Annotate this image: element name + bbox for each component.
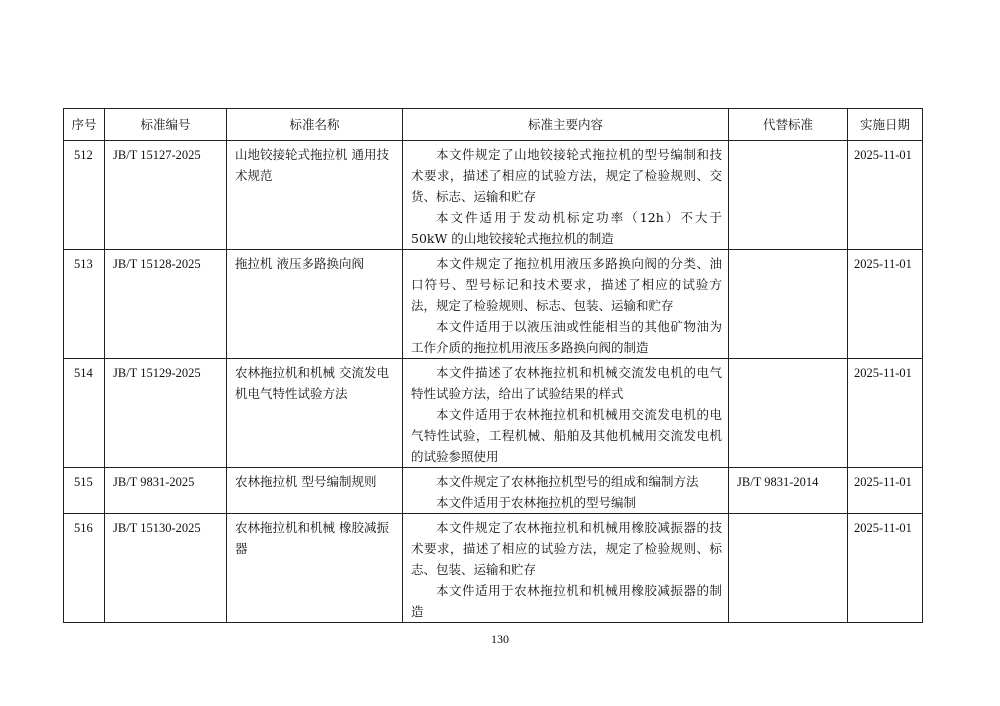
row-no: 513 bbox=[64, 250, 105, 359]
header-date: 实施日期 bbox=[848, 109, 923, 141]
row-date: 2025-11-01 bbox=[848, 141, 923, 250]
table-header-row bbox=[64, 109, 923, 141]
content-paragraph: 本文件规定了拖拉机用液压多路换向阀的分类、油口符号、型号标记和技术要求，描述了相应的试验方法，规定了检验规则、标志、包装、运输和贮存 bbox=[411, 256, 722, 313]
row-replaces bbox=[729, 250, 848, 359]
row-date: 2025-11-01 bbox=[848, 359, 923, 468]
table-row bbox=[64, 359, 923, 468]
row-code: JB/T 15129-2025 bbox=[105, 359, 227, 468]
row-content bbox=[403, 141, 729, 250]
row-name: 山地铰接轮式拖拉机 通用技术规范 bbox=[227, 141, 403, 250]
content-paragraph: 本文件规定了山地铰接轮式拖拉机的型号编制和技术要求，描述了相应的试验方法，规定了检验规则、交货、标志、运输和贮存 bbox=[411, 147, 722, 204]
row-code: JB/T 15130-2025 bbox=[105, 514, 227, 623]
row-date: 2025-11-01 bbox=[848, 514, 923, 623]
row-no: 512 bbox=[64, 141, 105, 250]
row-code: JB/T 15128-2025 bbox=[105, 250, 227, 359]
row-content bbox=[403, 250, 729, 359]
row-no: 516 bbox=[64, 514, 105, 623]
header-code: 标准编号 bbox=[105, 109, 227, 141]
header-replaces: 代替标准 bbox=[729, 109, 848, 141]
content-paragraph: 本文件描述了农林拖拉机和机械交流发电机的电气特性试验方法，给出了试验结果的样式 bbox=[411, 365, 722, 401]
row-date: 2025-11-01 bbox=[848, 468, 923, 514]
content-paragraph: 本文件规定了农林拖拉机型号的组成和编制方法 bbox=[436, 474, 699, 489]
row-replaces bbox=[729, 359, 848, 468]
row-content bbox=[403, 514, 729, 623]
table-row bbox=[64, 250, 923, 359]
content-paragraph: 本文件适用于农林拖拉机和机械用橡胶减振器的制造 bbox=[411, 583, 722, 619]
header-name: 标准名称 bbox=[227, 109, 403, 141]
row-no: 515 bbox=[64, 468, 105, 514]
row-name: 农林拖拉机和机械 橡胶减振器 bbox=[227, 514, 403, 623]
row-code: JB/T 9831-2025 bbox=[105, 468, 227, 514]
content-paragraph: 本文件适用于农林拖拉机的型号编制 bbox=[436, 495, 637, 510]
table-row bbox=[64, 141, 923, 250]
standards-table bbox=[63, 108, 923, 623]
header-content: 标准主要内容 bbox=[403, 109, 729, 141]
content-paragraph: 本文件适用于农林拖拉机和机械用交流发电机的电气特性试验，工程机械、船舶及其他机械用交流发电机的试验参照使用 bbox=[411, 407, 722, 464]
content-paragraph: 本文件规定了农林拖拉机和机械用橡胶减振器的技术要求，描述了相应的试验方法，规定了检验规则、标志、包装、运输和贮存 bbox=[411, 520, 722, 577]
content-paragraph: 本文件适用于发动机标定功率（12h）不大于 50kW 的山地铰接轮式拖拉机的制造 bbox=[411, 210, 722, 246]
row-name: 农林拖拉机 型号编制规则 bbox=[227, 468, 403, 514]
row-date: 2025-11-01 bbox=[848, 250, 923, 359]
table-row bbox=[64, 468, 923, 514]
header-no: 序号 bbox=[64, 109, 105, 141]
row-replaces bbox=[729, 141, 848, 250]
row-content bbox=[403, 468, 729, 514]
row-name: 农林拖拉机和机械 交流发电机电气特性试验方法 bbox=[227, 359, 403, 468]
row-name: 拖拉机 液压多路换向阀 bbox=[227, 250, 403, 359]
row-replaces: JB/T 9831-2014 bbox=[729, 468, 848, 514]
row-no: 514 bbox=[64, 359, 105, 468]
page-number: 130 bbox=[491, 632, 509, 646]
row-code: JB/T 15127-2025 bbox=[105, 141, 227, 250]
table-row bbox=[64, 514, 923, 623]
row-content bbox=[403, 359, 729, 468]
row-replaces bbox=[729, 514, 848, 623]
content-paragraph: 本文件适用于以液压油或性能相当的其他矿物油为工作介质的拖拉机用液压多路换向阀的制造 bbox=[411, 319, 722, 355]
